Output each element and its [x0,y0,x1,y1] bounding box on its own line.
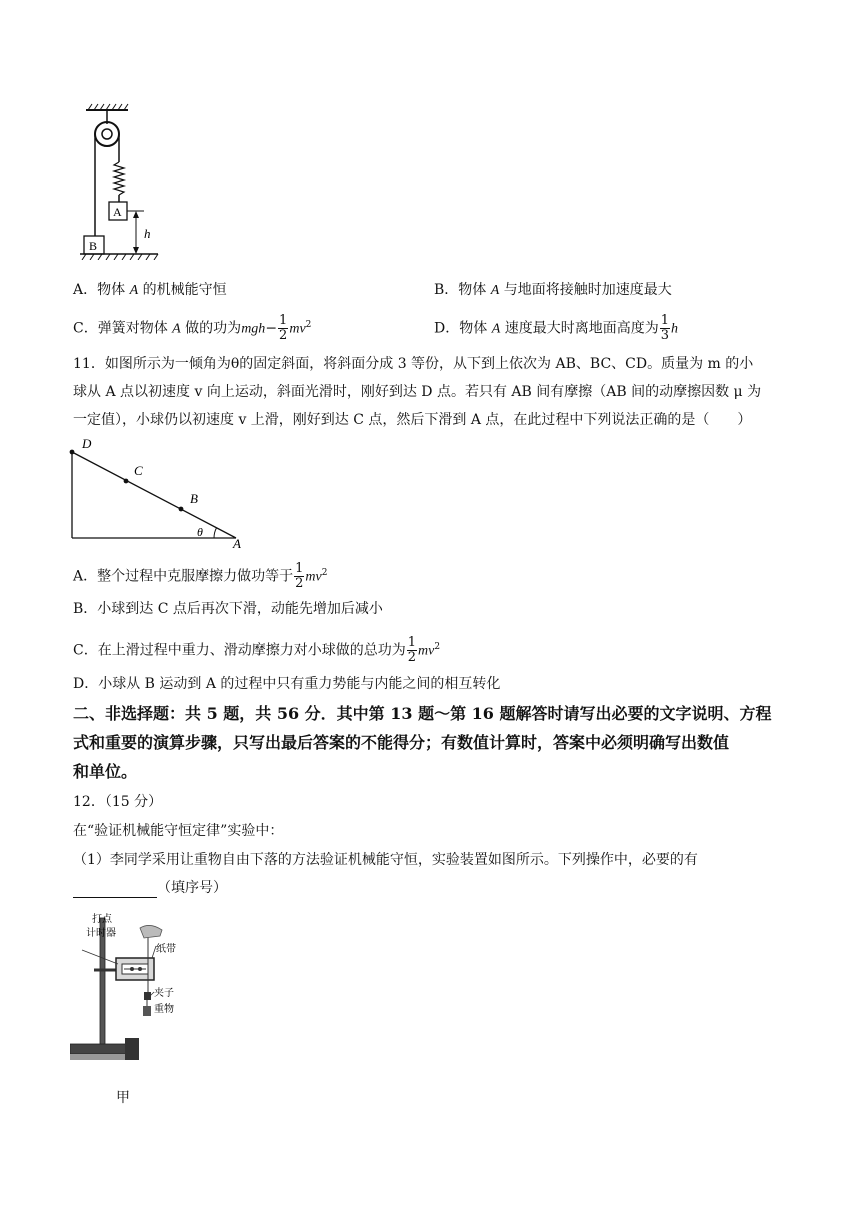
tape-label: 纸带 [156,944,176,955]
section2-instructions-line-1: 二、非选择题：共 5 题，共 56 分．其中第 13 题～第 16 题解答时请写出必要的文字说明、方程 [73,704,772,723]
point-c-label: C [134,463,143,478]
q12-part1: （1）李同学采用让重物自由下落的方法验证机械能守恒，实验装置如图所示。下列操作中，必要的有 [73,852,698,868]
q11-option-d: D．小球从 B 运动到 A 的过程中只有重力势能与内能之间的相互转化 [73,676,501,692]
answer-blank[interactable] [73,883,157,898]
incline-figure [66,434,256,550]
q10-option-b: B．物体 A 与地面将接触时加速度最大 [434,282,672,298]
fraction: $\frac{1}{2}$ [407,635,416,665]
section2-instructions-line-3: 和单位。 [73,762,138,781]
q10-option-a: A．物体 A 的机械能守恒 [73,282,227,298]
q10-option-d: D．物体 A 速度最大时离地面高度为 $\frac{1}{3}$ h [434,313,678,343]
weight-label: 重物 [154,1004,174,1015]
block-a-label: A [113,205,122,219]
q12-intro: 在“验证机械能守恒定律”实验中： [73,823,284,839]
figure-caption: 甲 [116,1090,130,1106]
q11-option-c: C．在上滑过程中重力、滑动摩擦力对小球做的总功为 $\frac{1}{2}$ $mv^2$ [73,635,441,665]
q12-header: 12．（15 分） [73,794,163,810]
fraction: $\frac{1}{2}$ [295,561,304,591]
height-h-label: h [144,226,151,241]
point-b-label: B [190,491,198,506]
section2-instructions-line-2: 式和重要的演算步骤，只写出最后答案的不能得分；有数值计算时，答案中必须明确写出数值 [73,733,730,752]
q11-stem-line-3: 一定值），小球仍以初速度 v 上滑，刚好到达 C 点，然后下滑到 A 点，在此过程中下列说法正确的是（ ） [73,412,752,428]
q11-option-a: A．整个过程中克服摩擦力做功等于 $\frac{1}{2}$ $mv^2$ [73,561,328,591]
fraction: $\frac{1}{3}$ [660,313,669,343]
timer-label-1: 打点 [92,914,112,925]
fraction: $\frac{1}{2}$ [279,313,288,343]
angle-theta-label: θ [197,525,203,539]
block-b-label: B [89,239,98,253]
q12-fill-line: （填序号） [73,878,227,898]
pulley-spring-figure [78,100,168,260]
q11-stem-line-2: 球从 A 点以初速度 v 向上运动，斜面光滑时，刚好到达 D 点。若只有 AB 间有摩擦（AB 间的动摩擦因数 μ 为 [73,384,762,400]
point-a-label: A [233,536,241,550]
q10-option-c: C．弹簧对物体 A 做的功为mgh− $\frac{1}{2}$ $mv^2$ [73,313,312,343]
q11-option-b: B．小球到达 C 点后再次下滑，动能先增加后减小 [73,601,383,617]
q11-stem-line-1: 11．如图所示为一倾角为θ的固定斜面，将斜面分成 3 等份，从下到上依次为 AB、BC、CD。质量为 m 的小 [73,356,754,372]
timer-label-2: 计时器 [86,928,116,939]
clip-label: 夹子 [154,988,174,999]
free-fall-apparatus-figure [70,908,190,1068]
point-d-label: D [82,436,92,451]
